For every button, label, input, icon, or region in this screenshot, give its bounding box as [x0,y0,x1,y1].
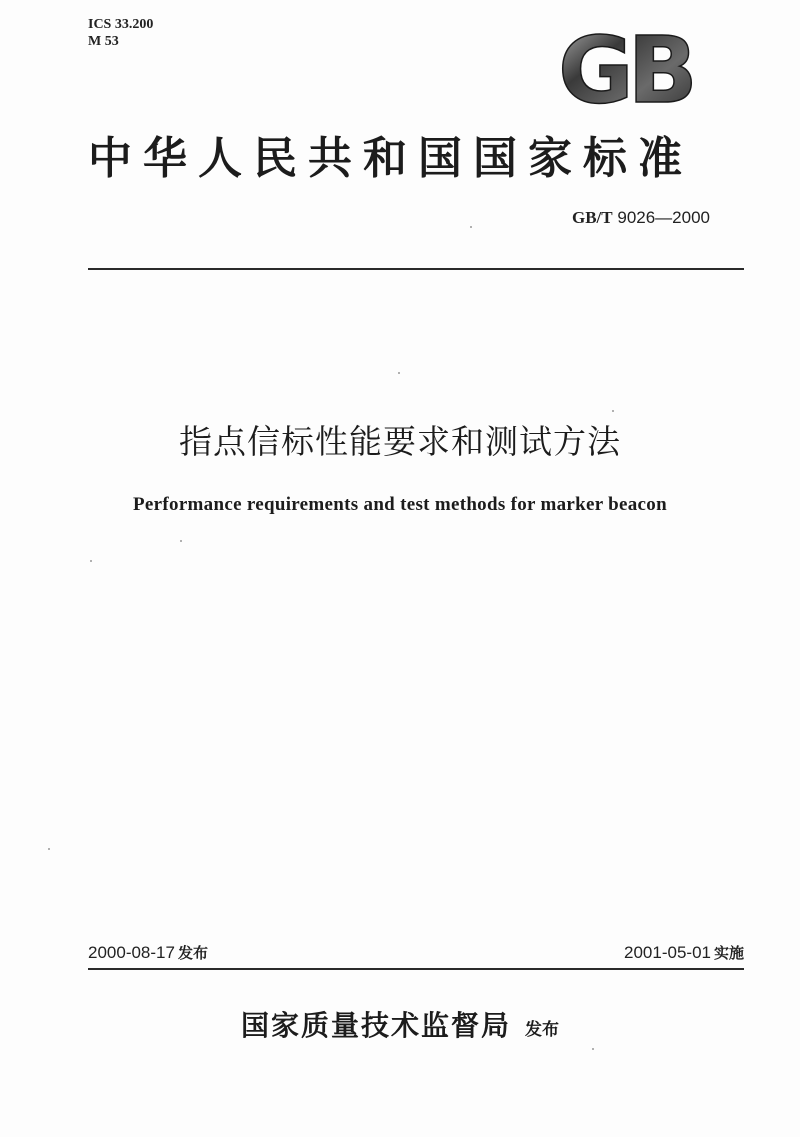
issuing-authority [0,1004,800,1044]
document-title-english: Performance requirements and test methods for marker beacon [133,494,667,515]
scan-speck [612,410,614,412]
class-code: M 53 [88,34,119,49]
scan-speck [592,1048,594,1050]
top-divider [88,268,744,270]
issuer-name: 国家质量技术监督局 [240,1009,511,1042]
classification-codes [88,16,153,50]
issuer-action: 发布 [525,1020,559,1040]
scan-speck [90,560,92,562]
gb-logo [550,30,700,110]
implementation-date-value: 2001-05-01 [624,943,711,962]
standard-number [572,208,710,228]
issue-date-label: 发布 [177,944,208,962]
implementation-date [624,942,744,963]
document-title-chinese: 指点信标性能要求和测试方法 [179,422,621,461]
standard-code: GB/T [572,208,613,227]
scan-speck [180,540,182,542]
national-standard-title: 中华人民共和国国家标准 [88,133,693,184]
issue-date-value: 2000-08-17 [88,943,175,962]
gb-logo-text: GB [558,30,692,110]
scan-speck [48,848,50,850]
standard-number-value: 9026—2000 [617,208,710,227]
ics-code: ICS 33.200 [88,17,154,32]
bottom-divider [88,968,744,970]
implementation-date-label: 实施 [713,944,744,962]
scan-speck [398,372,400,374]
issue-date [88,942,208,963]
scan-speck [470,226,472,228]
